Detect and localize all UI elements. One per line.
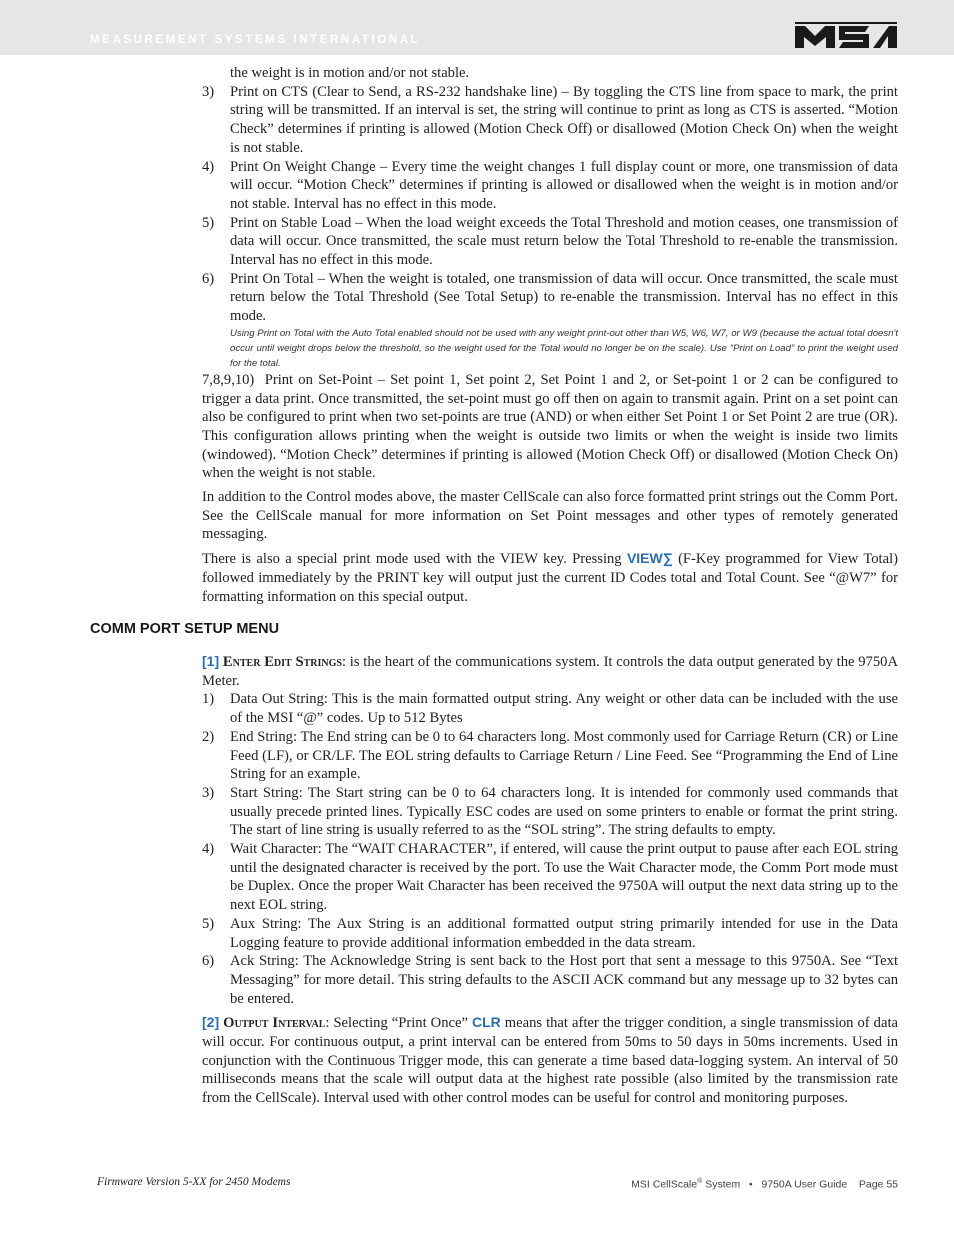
item-number: 4) [202,158,215,175]
menu-key-1: [1] [202,653,220,669]
menu-term: Output Interval [223,1015,326,1032]
control-modes-paragraph: In addition to the Control modes above, the master CellScale can also force formatted print strings out the Comm Port. See the CellScale manual for more information on Set Point messages and other types of remotely generated messaging. [202,489,898,543]
setpoint-item [202,371,898,483]
menu-term: Enter Edit Strings [222,654,342,670]
list-item [202,915,898,952]
item-number: 6) [202,953,215,970]
item-number: 7,8,9,10) [202,371,255,388]
list-item [202,83,898,158]
menu-text: : Selecting “Print Once” [325,1015,468,1032]
section-heading: COMM PORT SETUP MENU [90,621,280,637]
special-print-paragraph [202,549,898,606]
item-text: Print On Weight Change – Every time the weight changes 1 full display count or more, one transmission of data will occur. “Motion Check” determines if printing is allowed or disallowed when the weight is in motion and/or not stable. Interval has no effect in this mode. [230,158,898,212]
clr-key-label: CLR [471,1014,501,1031]
list-item [202,952,898,1008]
item-number: 1) [202,691,215,708]
list-item [202,728,898,784]
list-item [202,690,898,727]
item-number: 5) [202,915,215,932]
print-on-total-note: Using Print on Total with the Auto Total enabled should not be used with any weight print-out other than W5, W6, W7, or W9 (because the actual total doesn't occur until weight drops below the threshold, so the weight used for the Total would no longer be on the scale). Use “Print on Load” to print the weight used for the total. [230,327,898,369]
list-item [202,270,898,326]
item-number: 3) [202,83,215,100]
item-number: 4) [202,841,215,858]
continuation-line: the weight is in motion and/or not stable. [230,65,470,81]
item-text: Data Out String: This is the main formatted output string. Any weight or other data can be included with the use of the MSI “@” codes. Up to 512 Bytes [230,691,898,727]
item-text: Print On Total – When the weight is totaled, one transmission of data will occur. Once transmitted, the scale must return below the Total Threshold (See Total Setup) to re-enable the transmission. Interval has no effect in this mode. [230,270,898,325]
item-number: 2) [202,728,215,745]
footer-guide-page: System • 9750A User Guide Page 55 [702,1178,898,1191]
menu-item-output-interval [202,1013,898,1108]
page-footer [631,1178,898,1191]
item-number: 5) [202,214,215,231]
item-number: 3) [202,784,215,801]
item-text: Print on CTS (Clear to Send, a RS-232 handshake line) – By toggling the CTS line from space to mark, the print string will be transmitted. If an interval is set, the string will continue to print as long as CTS is asserted. “Motion Check” determines if printing is allowed (Motion Check Off) or disallowed (Motion Check On) when the weight is not stable. [230,83,898,156]
company-name: MEASUREMENT SYSTEMS INTERNATIONAL [90,34,421,46]
item-text: Ack String: The Acknowledge String is sent back to the Host port that sent a message to this 9750A. See “Text Messaging” for more detail. This string defaults to the ASCII ACK command but any message up to 32 bytes can be entered. [230,953,898,1007]
footer-product: MSI CellScale [631,1178,698,1191]
menu-key-2: [2] [202,1014,220,1031]
registered-mark: ® [697,1178,703,1185]
continuation-text [202,64,898,83]
list-item [202,784,898,840]
item-text: Print on Set-Point – Set point 1, Set point 2, Set Point 1 and 2, or Set-point 1 or 2 can be configured to trigger a data print. Once transmitted, the set-point must go off then on again to transmit again. Print on a set point can also be configured to print when two set-points are true (AND) or when either Set Point 1 or Set Point 2 are true (OR). This configuration allows printing when the weight is outside two limits or when the weight is inside two limits (windowed). “Motion Check” determines if printing is allowed (Motion Check Off) or disallowed (Motion Check On) when the weight is not stable. [202,371,899,482]
para-text: There is also a special print mode used with the VIEW key. Pressing [202,551,622,568]
menu-text: : is the heart of the communications system. It controls the data output generated by the 9750A Meter. [202,654,898,689]
item-text: Start String: The Start string can be 0 to 64 characters long. It is intended for commonly used commands that usually precede printed lines. Typically ESC codes are used on some printers to enable or format the print string. The start of line string is usually referred to as the “SOL string”. The string defaults to empty. [230,784,898,839]
msi-logo-icon [795,22,897,50]
list-item [202,158,898,214]
para-text: (F-Key programmed for View Total) followed immediately by the PRINT key will output just the current ID Codes total and Total Count. See “@W7” for formatting information on this special output. [202,551,898,605]
item-number: 6) [202,270,215,287]
list-item [202,214,898,270]
menu-item-enter-edit-strings [202,652,898,690]
item-text: Wait Character: The “WAIT CHARACTER”, if entered, will cause the print output to pause after each EOL string until the designated character is received by the port. To use the Wait Character mode, the Comm Port mode must be Duplex. Once the proper Wait Character has been received the 9750A will output the next data string up to the next EOL string. [230,841,898,914]
body-content [202,64,898,606]
comm-port-content [202,652,898,1108]
view-key-label: VIEW∑ [626,550,673,567]
menu-text: means that after the trigger condition, a single transmission of data will occur. For continuous output, a print interval can be entered from 50ms to 50 days in 50ms increments. Used in conjunction with the Continuous Trigger mode, this can generate a time based data-logging system. An interval of 50 milliseconds means that the scale will output data at the highest rate possible (also limited by the transmission rate from the CellScale). Interval used with other control modes can be useful for control and monitoring purposes. [202,1015,898,1107]
item-text: Print on Stable Load – When the load weight exceeds the Total Threshold and motion ceases, one transmission of data will occur. Once transmitted, the scale must return below the Total Threshold to re-enable the transmission. Interval has no effect in this mode. [230,214,898,269]
list-item [202,840,898,915]
firmware-version: Firmware Version 5-XX for 2450 Modems [97,1176,291,1188]
item-text: End String: The End string can be 0 to 64 characters long. Most commonly used for Carriage Return (CR) or Line Feed (LF), or CR/LF. The EOL string defaults to Carriage Return / Line Feed. See “Programming the End of Line String for an example. [230,728,898,783]
item-text: Aux String: The Aux String is an additional formatted output string primarily intended for use in the Data Logging feature to provide additional information embedded in the data stream. [230,915,898,951]
